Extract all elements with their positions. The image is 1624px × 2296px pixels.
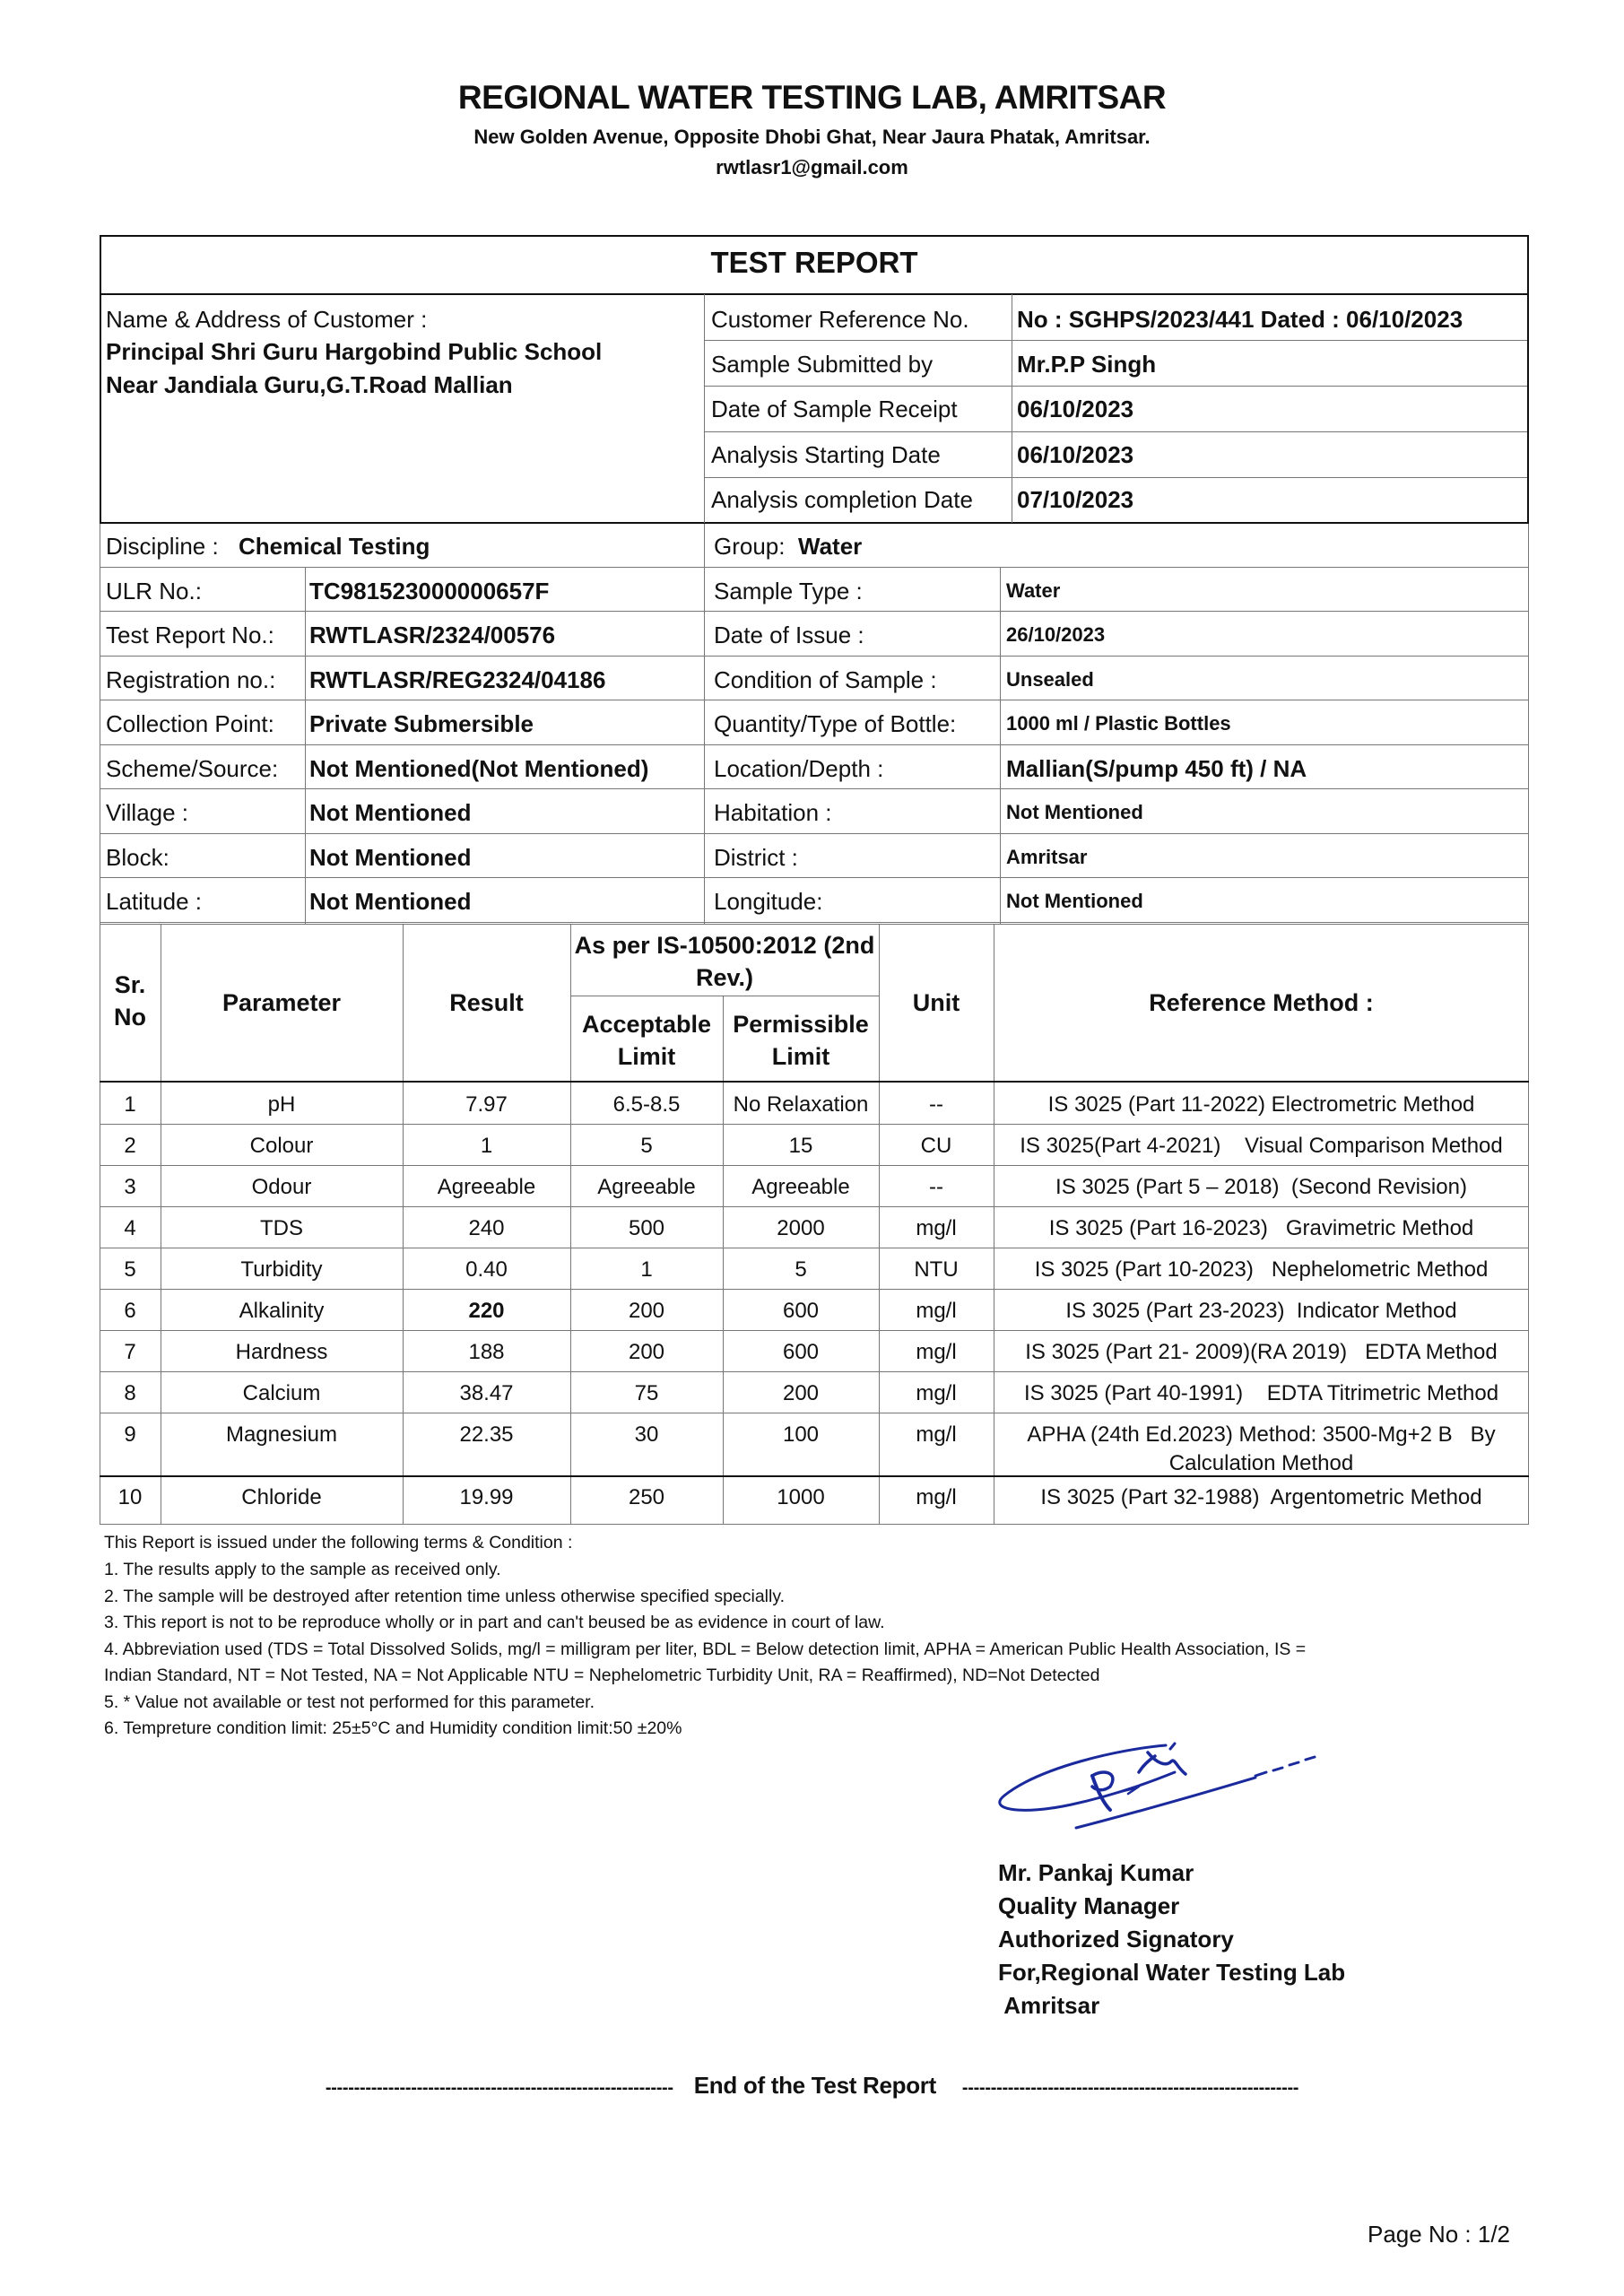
- discipline-label: Discipline :: [106, 533, 219, 560]
- cell-permissible: 600: [782, 1340, 820, 1364]
- cell-method: IS 3025 (Part 16-2023) Gravimetric Method: [1048, 1216, 1474, 1240]
- lab-email: rwtlasr1@gmail.com: [716, 156, 908, 178]
- cell-sr: 10: [117, 1485, 143, 1509]
- signature-strokes: [1000, 1744, 1315, 1828]
- field-label: Block:: [106, 844, 169, 871]
- lab-address: New Golden Avenue, Opposite Dhobi Ghat, Near Jaura Phatak, Amritsar.: [473, 126, 1151, 148]
- cell-unit: mg/l: [916, 1299, 957, 1323]
- field-label: Collection Point:: [106, 710, 274, 737]
- col-header-result: Result: [449, 989, 524, 1016]
- col-header-standard: As per IS-10500:2012 (2nd Rev.): [574, 932, 875, 992]
- divider: [100, 788, 1529, 789]
- divider: [100, 877, 1529, 878]
- field-value: Unsealed: [1006, 668, 1094, 691]
- field-label: Date of Issue :: [714, 622, 864, 648]
- cell-result: 0.40: [465, 1257, 508, 1282]
- cell-acceptable: 500: [628, 1216, 665, 1240]
- cell-unit: CU: [920, 1134, 952, 1158]
- divider: [704, 477, 1527, 478]
- cell-parameter: TDS: [260, 1216, 303, 1240]
- cell-parameter: pH: [267, 1092, 296, 1117]
- cell-acceptable: 5: [640, 1134, 653, 1158]
- cell-parameter: Chloride: [241, 1485, 322, 1509]
- dashes-right: -----------------------------------------------------------: [961, 2078, 1299, 2098]
- field-label: Registration no.:: [106, 666, 276, 693]
- cell-sr: 9: [124, 1422, 136, 1447]
- customer-label: Name & Address of Customer :: [106, 306, 428, 333]
- cell-acceptable: 200: [628, 1340, 665, 1364]
- field-label: Sample Type :: [714, 578, 863, 604]
- divider: [100, 293, 1529, 295]
- cell-sr: 2: [124, 1134, 136, 1158]
- cell-permissible: 5: [795, 1257, 807, 1282]
- col-header-permissible: Permissible Limit: [733, 1011, 869, 1071]
- divider: [100, 833, 1529, 834]
- cell-unit: --: [929, 1092, 943, 1117]
- cell-sr: 3: [124, 1175, 136, 1199]
- col-header-parameter: Parameter: [221, 989, 342, 1016]
- cell-acceptable: 75: [634, 1381, 659, 1405]
- field-label: Analysis completion Date: [711, 486, 973, 513]
- terms-item: 4. Abbreviation used (TDS = Total Dissolved Solids, mg/l = milligram per liter, BDL = Below detection limit, APHA = American Public Health Association, IS =: [104, 1639, 1307, 1659]
- field-label: Longitude:: [714, 888, 823, 915]
- customer-name: Principal Shri Guru Hargobind Public School: [106, 338, 603, 365]
- cell-result: 7.97: [465, 1092, 508, 1117]
- cell-acceptable: 200: [628, 1299, 665, 1323]
- terms-item: 3. This report is not to be reproduce wholly or in part and can't beused be as evidence in court of law.: [104, 1613, 885, 1632]
- signatory-role: Authorized Signatory: [998, 1926, 1234, 1952]
- field-value: RWTLASR/REG2324/04186: [309, 666, 606, 693]
- divider: [704, 386, 1527, 387]
- terms-item: 2. The sample will be destroyed after retention time unless otherwise specified specially.: [104, 1586, 786, 1606]
- cell-sr: 7: [124, 1340, 136, 1364]
- divider: [305, 567, 306, 924]
- divider: [704, 431, 1527, 432]
- signatory-name: Mr. Pankaj Kumar: [998, 1859, 1194, 1886]
- field-value: Not Mentioned: [1006, 890, 1143, 912]
- cell-permissible: No Relaxation: [733, 1092, 869, 1117]
- cell-acceptable: 1: [640, 1257, 653, 1282]
- field-value: 1000 ml / Plastic Bottles: [1006, 712, 1231, 735]
- cell-unit: mg/l: [916, 1216, 957, 1240]
- field-value: TC981523000000657F: [309, 578, 550, 604]
- field-value: Not Mentioned: [309, 799, 472, 826]
- field-value: No : SGHPS/2023/441 Dated : 06/10/2023: [1017, 306, 1463, 333]
- cell-result: 1: [480, 1134, 493, 1158]
- cell-parameter: Alkalinity: [239, 1299, 325, 1323]
- end-of-report: [0, 2072, 1624, 2100]
- divider: [100, 611, 1529, 612]
- cell-unit: mg/l: [916, 1422, 957, 1447]
- dashes-left: -------------------------------------------------------------: [325, 2078, 673, 2098]
- cell-result: 188: [468, 1340, 505, 1364]
- field-value: Not Mentioned: [1006, 801, 1143, 823]
- cell-parameter: Odour: [251, 1175, 312, 1199]
- field-value: 06/10/2023: [1017, 396, 1134, 422]
- cell-method: IS 3025 (Part 11-2022) Electrometric Method: [1047, 1092, 1475, 1117]
- signature-image: [986, 1740, 1327, 1839]
- cell-acceptable: 6.5-8.5: [612, 1092, 681, 1117]
- cell-method: IS 3025 (Part 40-1991) EDTA Titrimetric Method: [1023, 1381, 1499, 1405]
- report-title: TEST REPORT: [710, 246, 918, 279]
- cell-method: IS 3025(Part 4-2021) Visual Comparison Method: [1020, 1134, 1503, 1158]
- field-label: Quantity/Type of Bottle:: [714, 710, 957, 737]
- cell-result: 38.47: [459, 1381, 514, 1405]
- field-value: 06/10/2023: [1017, 441, 1134, 468]
- field-label: ULR No.:: [106, 578, 202, 604]
- divider: [704, 340, 1527, 341]
- cell-unit: --: [929, 1175, 943, 1199]
- cell-sr: 1: [124, 1092, 136, 1117]
- cell-sr: 8: [124, 1381, 136, 1405]
- col-header-sr: Sr. No: [114, 971, 146, 1031]
- terms-item: 5. * Value not available or test not performed for this parameter.: [104, 1692, 595, 1712]
- cell-method: IS 3025 (Part 21- 2009)(RA 2019) EDTA Method: [1025, 1340, 1498, 1364]
- col-header-unit: Unit: [912, 989, 960, 1016]
- cell-sr: 6: [124, 1299, 136, 1323]
- cell-parameter: Magnesium: [225, 1422, 338, 1447]
- cell-result: 19.99: [459, 1485, 514, 1509]
- divider: [100, 656, 1529, 657]
- group-value: Water: [798, 533, 863, 560]
- group-label: Group:: [714, 533, 786, 560]
- cell-result: 220: [468, 1299, 505, 1323]
- cell-unit: NTU: [914, 1257, 959, 1282]
- cell-sr: 5: [124, 1257, 136, 1282]
- field-value: Mr.P.P Singh: [1017, 351, 1157, 378]
- cell-acceptable: 250: [628, 1485, 665, 1509]
- field-value: Water: [1006, 579, 1061, 602]
- cell-method: APHA (24th Ed.2023) Method: 3500-Mg+2 B By: [1027, 1422, 1496, 1447]
- signatory-designation: Quality Manager: [998, 1892, 1180, 1919]
- field-value: 26/10/2023: [1006, 623, 1106, 646]
- field-value: Amritsar: [1006, 846, 1088, 868]
- field-label: Date of Sample Receipt: [711, 396, 958, 422]
- cell-method: IS 3025 (Part 5 – 2018) (Second Revision): [1055, 1175, 1467, 1199]
- field-value: Private Submersible: [309, 710, 534, 737]
- field-value: RWTLASR/2324/00576: [309, 622, 556, 648]
- terms-item: 6. Tempreture condition limit: 25±5°C and Humidity condition limit:50 ±20%: [104, 1718, 682, 1738]
- cell-method: IS 3025 (Part 10-2023) Nephelometric Method: [1034, 1257, 1489, 1282]
- discipline-value: Chemical Testing: [239, 533, 430, 560]
- cell-result: Agreeable: [437, 1175, 536, 1199]
- cell-unit: mg/l: [916, 1485, 957, 1509]
- field-value: Not Mentioned(Not Mentioned): [309, 755, 649, 782]
- cell-acceptable: 30: [634, 1422, 659, 1447]
- divider: [704, 524, 705, 924]
- customer-address: Near Jandiala Guru,G.T.Road Mallian: [106, 371, 513, 398]
- field-label: Scheme/Source:: [106, 755, 279, 782]
- cell-method: IS 3025 (Part 32-1988) Argentometric Method: [1040, 1485, 1482, 1509]
- field-label: Location/Depth :: [714, 755, 884, 782]
- field-value: Not Mentioned: [309, 844, 472, 871]
- cell-unit: mg/l: [916, 1340, 957, 1364]
- cell-result: 240: [468, 1216, 505, 1240]
- cell-permissible: 600: [782, 1299, 820, 1323]
- divider: [100, 744, 1529, 745]
- end-of-report-label: End of the Test Report: [693, 2072, 936, 2099]
- field-value: Not Mentioned: [309, 888, 472, 915]
- divider: [1000, 567, 1001, 924]
- field-label: Village :: [106, 799, 189, 826]
- field-value: 07/10/2023: [1017, 486, 1134, 513]
- col-header-method: Reference Method :: [1149, 989, 1374, 1016]
- terms-item: Indian Standard, NT = Not Tested, NA = Not Applicable NTU = Nephelometric Turbidity Unit, RA = Reaffirmed), ND=Not Detected: [104, 1665, 1100, 1685]
- field-label: Latitude :: [106, 888, 202, 915]
- divider: [704, 294, 705, 523]
- signatory-org: For,Regional Water Testing Lab: [998, 1959, 1346, 1986]
- field-value: Mallian(S/pump 450 ft) / NA: [1006, 755, 1307, 782]
- field-label: Analysis Starting Date: [711, 441, 941, 468]
- border-right: [1528, 524, 1529, 924]
- cell-parameter: Colour: [249, 1134, 314, 1158]
- field-label: Sample Submitted by: [711, 351, 934, 378]
- terms-item: 1. The results apply to the sample as received only.: [104, 1560, 501, 1579]
- cell-sr: 4: [124, 1216, 136, 1240]
- lab-name: REGIONAL WATER TESTING LAB, AMRITSAR: [457, 79, 1167, 116]
- field-label: Habitation :: [714, 799, 832, 826]
- cell-permissible: 200: [782, 1381, 820, 1405]
- field-label: Condition of Sample :: [714, 666, 937, 693]
- cell-parameter: Turbidity: [240, 1257, 323, 1282]
- cell-acceptable: Agreeable: [597, 1175, 696, 1199]
- divider: [100, 922, 1529, 923]
- cell-permissible: 15: [788, 1134, 813, 1158]
- col-header-acceptable: Acceptable Limit: [581, 1011, 712, 1071]
- field-label: District :: [714, 844, 798, 871]
- cell-method: IS 3025 (Part 23-2023) Indicator Method: [1065, 1299, 1457, 1323]
- cell-permissible: Agreeable: [751, 1175, 850, 1199]
- terms-intro: This Report is issued under the following terms & Condition :: [104, 1533, 573, 1552]
- field-label: Test Report No.:: [106, 622, 274, 648]
- cell-parameter: Calcium: [242, 1381, 321, 1405]
- field-label: Customer Reference No.: [711, 306, 969, 333]
- cell-method-cont: Calculation Method: [1168, 1451, 1354, 1475]
- cell-permissible: 1000: [777, 1485, 825, 1509]
- page-number: Page No : 1/2: [1368, 2221, 1510, 2248]
- cell-permissible: 2000: [777, 1216, 825, 1240]
- cell-result: 22.35: [459, 1422, 514, 1447]
- signatory-city: Amritsar: [998, 1992, 1100, 2019]
- cell-parameter: Hardness: [235, 1340, 328, 1364]
- divider: [100, 567, 1529, 568]
- cell-unit: mg/l: [916, 1381, 957, 1405]
- cell-permissible: 100: [782, 1422, 820, 1447]
